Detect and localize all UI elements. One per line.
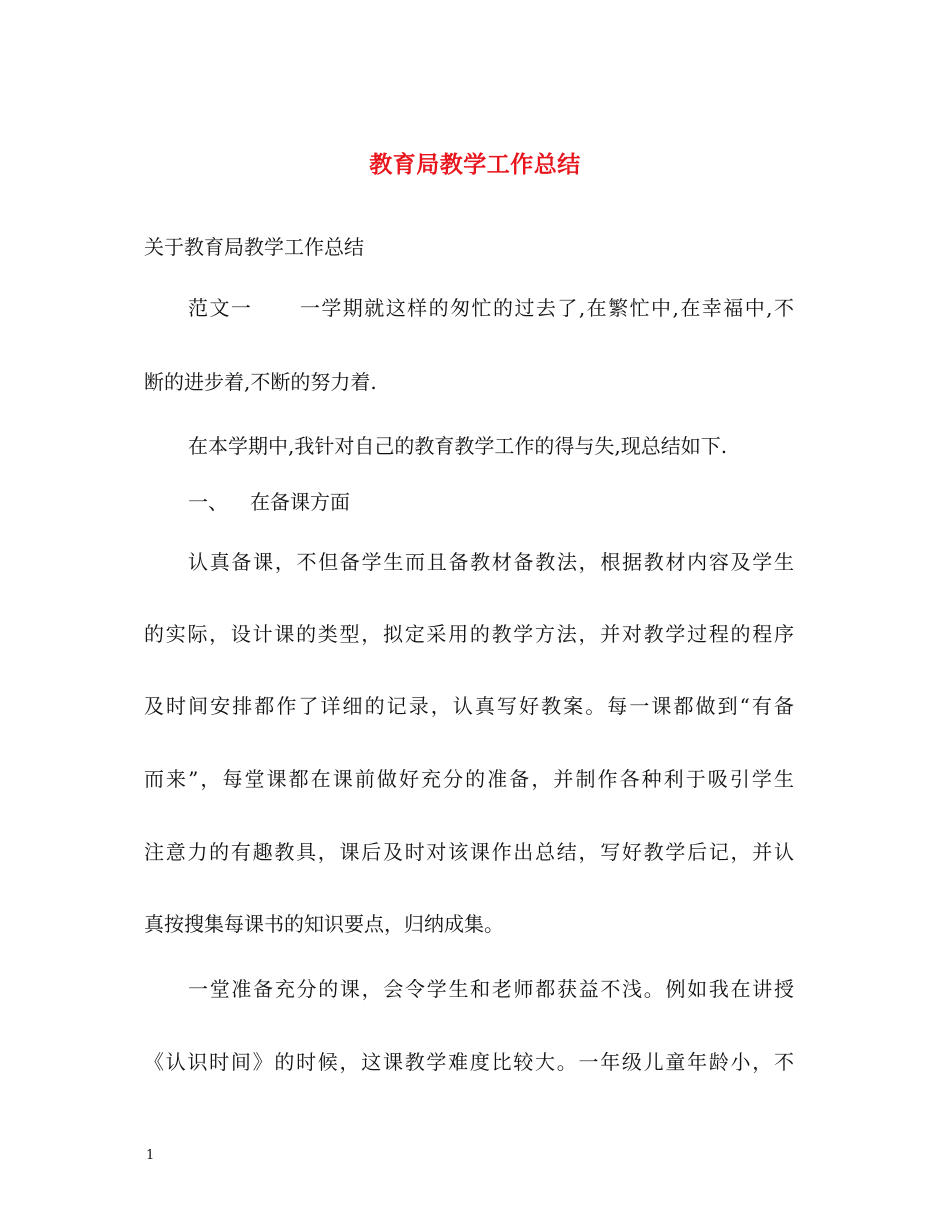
paragraph-4-line: 一堂准备充分的课，会令学生和老师都获益不浅。例如我在讲授 [188,977,794,1001]
section-heading-text: 在备课方面 [250,490,350,514]
paragraph-1-line-2: 断的进步着,不断的努力着. [144,370,377,394]
section-label: 范文一 [188,296,253,320]
paragraph-3-line: 认真备课，不但备学生而且备教材备教法，根据教材内容及学生 [188,550,794,574]
paragraph-3-line: 真按搜集每课书的知识要点，归纳成集。 [144,912,504,936]
section-heading-1 [188,488,350,516]
paragraph-1-line-1 [188,294,794,322]
paragraph-2: 在本学期中,我针对自己的教育教学工作的得与失,现总结如下. [188,434,728,458]
paragraph-1-text: 一学期就这样的匆忙的过去了,在繁忙中,在幸福中,不 [298,296,794,320]
paragraph-3-line: 而来”，每堂课都在课前做好充分的准备，并制作各种利于吸引学生 [144,767,794,791]
document-subtitle: 关于教育局教学工作总结 [144,235,364,259]
paragraph-4-line: 《认识时间》的时候，这课教学难度比较大。一年级儿童年龄小，不 [144,1050,794,1074]
section-heading-number: 一、 [188,490,228,514]
paragraph-3-line: 的实际，设计课的类型，拟定采用的教学方法，并对教学过程的程序 [144,622,794,646]
paragraph-3-line: 及时间安排都作了详细的记录，认真写好教案。每一课都做到“有备 [144,694,794,718]
document-title: 教育局教学工作总结 [369,151,581,178]
page-number: 1 [146,1148,155,1163]
paragraph-3-line: 注意力的有趣教具，课后及时对该课作出总结，写好教学后记，并认 [144,840,794,864]
